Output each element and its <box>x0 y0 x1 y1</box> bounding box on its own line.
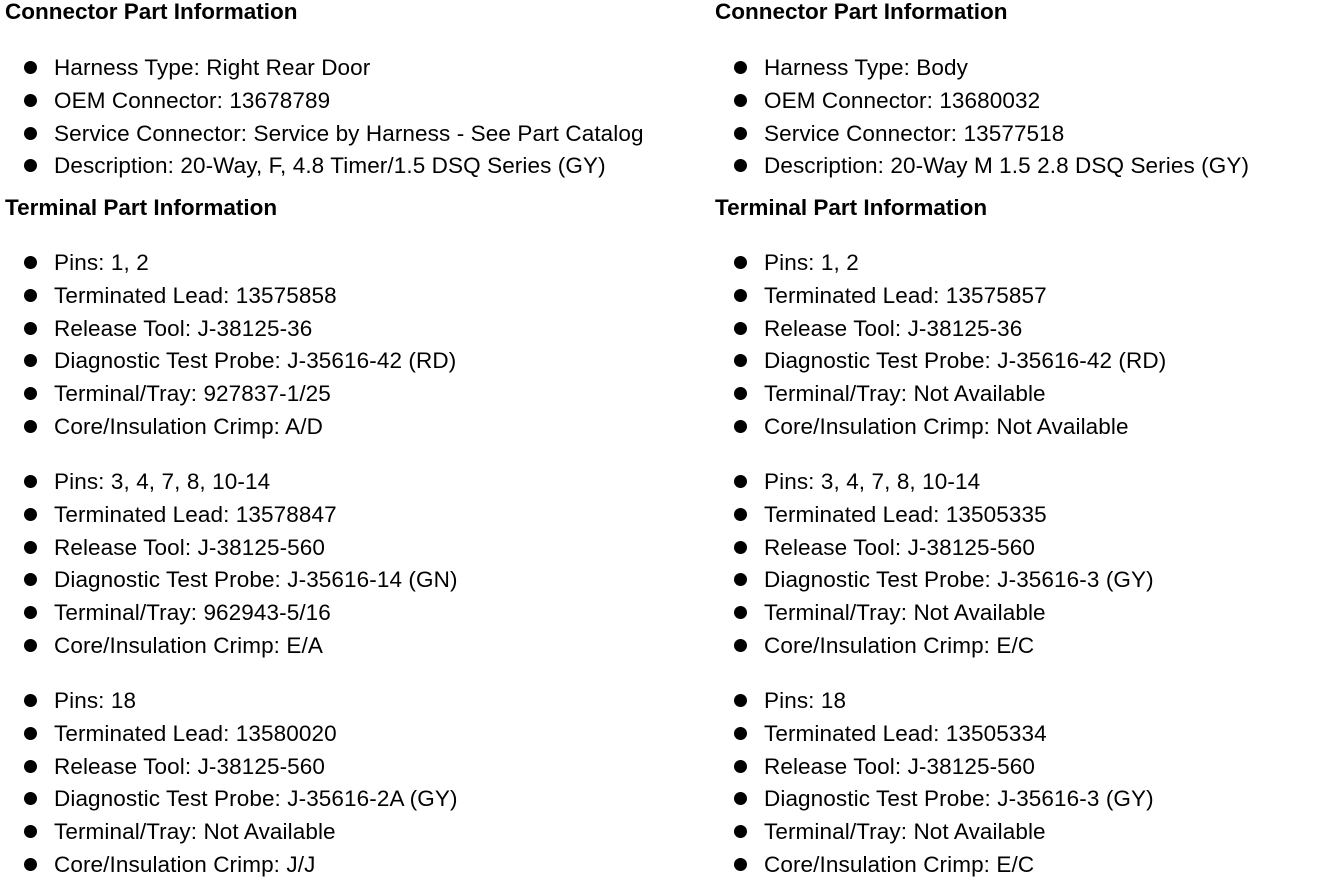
list-item-text: Pins: 1, 2 <box>54 250 149 275</box>
list-item-text: Terminal/Tray: Not Available <box>764 381 1046 407</box>
list-item-text: Diagnostic Test Probe: J-35616-42 (RD) <box>54 348 457 374</box>
list-item-text: Diagnostic Test Probe: J-35616-42 (RD) <box>764 348 1167 374</box>
bullet-icon <box>734 354 747 367</box>
bullet-icon <box>734 94 747 107</box>
bullet-icon <box>734 127 747 140</box>
list-item-text: Release Tool: J-38125-36 <box>764 315 1023 341</box>
bullet-icon <box>24 127 37 140</box>
list-item-text: Terminal/Tray: 927837-1/25 <box>54 381 331 407</box>
list-item-text: Pins: 18 <box>764 688 847 713</box>
list-item-text: Core/Insulation Crimp: E/C <box>764 852 1035 877</box>
bullet-icon <box>734 387 747 400</box>
list-item-text: Service Connector: Service by Harness - See Part Catalog <box>54 120 644 146</box>
terminal-section-heading: Terminal Part Information <box>5 195 278 220</box>
list-item-text: Pins: 18 <box>54 688 137 713</box>
list-item-text: Release Tool: J-38125-36 <box>54 315 313 341</box>
list-item-text: Diagnostic Test Probe: J-35616-3 (GY) <box>764 786 1154 812</box>
bullet-icon <box>734 760 747 773</box>
bullet-icon <box>24 159 37 172</box>
bullet-icon <box>734 792 747 805</box>
bullet-icon <box>24 61 37 74</box>
bullet-icon <box>734 639 747 652</box>
bullet-icon <box>734 727 747 740</box>
bullet-icon <box>734 289 747 302</box>
list-item-text: Description: 20-Way M 1.5 2.8 DSQ Series (GY) <box>764 153 1250 179</box>
bullet-icon <box>24 760 37 773</box>
bullet-icon <box>24 792 37 805</box>
list-item-text: Terminal/Tray: Not Available <box>764 600 1046 626</box>
list-item-text: OEM Connector: 13678789 <box>54 87 331 113</box>
bullet-icon <box>734 420 747 433</box>
list-item-text: Core/Insulation Crimp: J/J <box>54 852 316 877</box>
list-item-text: Diagnostic Test Probe: J-35616-14 (GN) <box>54 567 458 593</box>
bullet-icon <box>734 256 747 269</box>
list-item-text: OEM Connector: 13680032 <box>764 87 1041 113</box>
list-item-text: Release Tool: J-38125-560 <box>54 534 326 560</box>
list-item-text: Terminated Lead: 13505335 <box>764 501 1047 527</box>
bullet-icon <box>24 825 37 838</box>
bullet-icon <box>24 94 37 107</box>
bullet-icon <box>734 825 747 838</box>
bullet-icon <box>24 606 37 619</box>
list-item-text: Terminal/Tray: Not Available <box>764 819 1046 845</box>
list-item-text: Release Tool: J-38125-560 <box>764 534 1036 560</box>
bullet-icon <box>734 573 747 586</box>
bullet-icon <box>24 256 37 269</box>
list-item-text: Service Connector: 13577518 <box>764 120 1065 146</box>
list-item-text: Description: 20-Way, F, 4.8 Timer/1.5 DSQ Series (GY) <box>54 153 606 179</box>
list-item-text: Core/Insulation Crimp: A/D <box>54 414 323 439</box>
terminal-section-heading: Terminal Part Information <box>715 195 988 220</box>
bullet-icon <box>24 508 37 521</box>
list-item-text: Terminated Lead: 13580020 <box>54 720 337 746</box>
bullet-icon <box>24 420 37 433</box>
bullet-icon <box>24 322 37 335</box>
list-item-text: Diagnostic Test Probe: J-35616-2A (GY) <box>54 786 458 812</box>
list-item-text: Terminal/Tray: Not Available <box>54 819 336 845</box>
bullet-icon <box>734 508 747 521</box>
bullet-icon <box>734 694 747 707</box>
list-item-text: Release Tool: J-38125-560 <box>764 753 1036 779</box>
connector-section-heading: Connector Part Information <box>715 0 1008 24</box>
bullet-icon <box>24 354 37 367</box>
bullet-icon <box>734 61 747 74</box>
connector-section-heading: Connector Part Information <box>5 0 298 24</box>
list-item-text: Diagnostic Test Probe: J-35616-3 (GY) <box>764 567 1154 593</box>
list-item-text: Terminated Lead: 13578847 <box>54 501 337 527</box>
list-item-text: Core/Insulation Crimp: E/A <box>54 633 323 658</box>
list-item-text: Terminal/Tray: 962943-5/16 <box>54 600 331 626</box>
list-item-text: Release Tool: J-38125-560 <box>54 753 326 779</box>
bullet-icon <box>734 541 747 554</box>
bullet-icon <box>24 289 37 302</box>
bullet-icon <box>734 606 747 619</box>
bullet-icon <box>24 573 37 586</box>
list-item-text: Harness Type: Right Rear Door <box>54 55 371 80</box>
list-item-text: Core/Insulation Crimp: E/C <box>764 633 1035 658</box>
list-item-text: Terminated Lead: 13575858 <box>54 282 337 308</box>
list-item-text: Pins: 1, 2 <box>764 250 859 275</box>
bullet-icon <box>24 858 37 871</box>
bullet-icon <box>24 475 37 488</box>
bullet-icon <box>24 541 37 554</box>
list-item-text: Core/Insulation Crimp: Not Available <box>764 414 1129 439</box>
bullet-icon <box>24 387 37 400</box>
list-item-text: Terminated Lead: 13505334 <box>764 720 1047 746</box>
bullet-icon <box>24 639 37 652</box>
bullet-icon <box>24 694 37 707</box>
list-item-text: Pins: 3, 4, 7, 8, 10-14 <box>764 469 981 494</box>
bullet-icon <box>734 858 747 871</box>
list-item-text: Terminated Lead: 13575857 <box>764 282 1047 308</box>
bullet-icon <box>734 159 747 172</box>
bullet-icon <box>24 727 37 740</box>
list-item-text: Harness Type: Body <box>764 55 968 80</box>
bullet-icon <box>734 475 747 488</box>
bullet-icon <box>734 322 747 335</box>
list-item-text: Pins: 3, 4, 7, 8, 10-14 <box>54 469 271 494</box>
